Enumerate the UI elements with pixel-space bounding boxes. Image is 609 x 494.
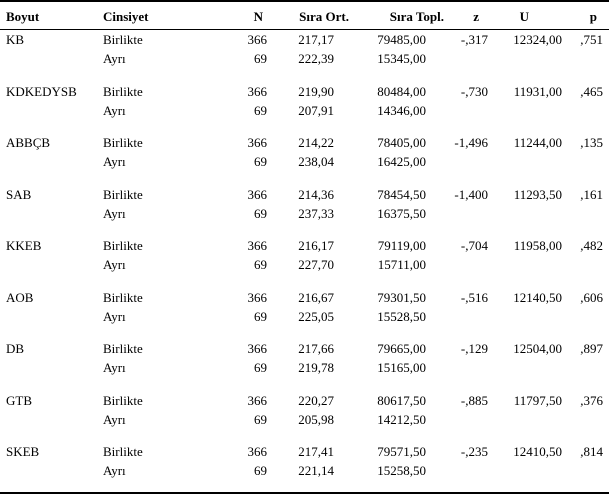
cell-boyut: KKEB xyxy=(6,238,42,253)
header-boyut: Boyut xyxy=(6,9,40,24)
cell-boyut: SAB xyxy=(6,187,32,202)
cell-n-1: 366 xyxy=(247,341,267,356)
cell-n-2: 69 xyxy=(254,360,267,375)
cell-sira-topl-2: 15165,00 xyxy=(377,360,426,375)
table-row xyxy=(0,288,609,326)
cell-sira-topl-2: 15528,50 xyxy=(377,309,426,324)
cell-n-2: 69 xyxy=(254,51,267,66)
cell-boyut: SKEB xyxy=(6,444,40,459)
cell-z: -,516 xyxy=(460,290,488,305)
cell-sira-topl-2: 16425,00 xyxy=(377,154,426,169)
cell-sira-ort-1: 217,41 xyxy=(298,444,334,459)
cell-group-1: Birlikte xyxy=(103,290,143,305)
header-u: U xyxy=(519,9,529,24)
cell-z: -,704 xyxy=(460,238,488,253)
header-z: z xyxy=(473,9,479,24)
table-row xyxy=(0,236,609,274)
cell-group-2: Ayrı xyxy=(103,257,126,272)
cell-n-2: 69 xyxy=(254,463,267,478)
header-sira-topl: Sıra Topl. xyxy=(389,9,444,24)
cell-z: -,317 xyxy=(460,32,488,47)
cell-n-1: 366 xyxy=(247,393,267,408)
cell-boyut: KB xyxy=(6,32,25,47)
cell-n-1: 366 xyxy=(247,187,267,202)
cell-sira-topl-2: 15258,50 xyxy=(377,463,426,478)
cell-n-1: 366 xyxy=(247,32,267,47)
cell-p: ,751 xyxy=(580,32,603,47)
cell-sira-topl-1: 79119,00 xyxy=(377,238,426,253)
table-row xyxy=(0,442,609,480)
cell-z: -1,400 xyxy=(454,187,488,202)
table-row xyxy=(0,30,609,68)
cell-z: -1,496 xyxy=(454,135,488,150)
cell-p: ,897 xyxy=(580,341,603,356)
cell-sira-ort-2: 219,78 xyxy=(298,360,334,375)
cell-sira-ort-1: 217,17 xyxy=(298,32,334,47)
cell-sira-topl-2: 16375,50 xyxy=(377,206,426,221)
cell-sira-ort-1: 217,66 xyxy=(298,341,334,356)
cell-sira-topl-2: 14346,00 xyxy=(377,103,426,118)
cell-group-1: Birlikte xyxy=(103,187,143,202)
cell-sira-ort-1: 220,27 xyxy=(298,393,334,408)
cell-sira-topl-1: 79485,00 xyxy=(377,32,426,47)
cell-n-1: 366 xyxy=(247,84,267,99)
cell-group-2: Ayrı xyxy=(103,309,126,324)
cell-sira-ort-1: 216,17 xyxy=(298,238,334,253)
cell-n-2: 69 xyxy=(254,206,267,221)
cell-group-1: Birlikte xyxy=(103,32,143,47)
cell-boyut: GTB xyxy=(6,393,32,408)
cell-sira-topl-1: 79301,50 xyxy=(377,290,426,305)
cell-p: ,465 xyxy=(580,84,603,99)
cell-p: ,161 xyxy=(580,187,603,202)
cell-sira-ort-2: 205,98 xyxy=(298,412,334,427)
cell-group-2: Ayrı xyxy=(103,360,126,375)
cell-boyut: ABBÇB xyxy=(6,135,51,150)
cell-u: 11293,50 xyxy=(513,187,562,202)
cell-sira-topl-1: 79665,00 xyxy=(377,341,426,356)
cell-sira-ort-2: 222,39 xyxy=(298,51,334,66)
cell-u: 12504,00 xyxy=(513,341,562,356)
cell-sira-ort-2: 221,14 xyxy=(298,463,334,478)
cell-n-2: 69 xyxy=(254,309,267,324)
cell-n-2: 69 xyxy=(254,154,267,169)
cell-n-2: 69 xyxy=(254,257,267,272)
cell-n-1: 366 xyxy=(247,444,267,459)
header-p: p xyxy=(589,9,597,24)
cell-sira-ort-2: 238,04 xyxy=(298,154,334,169)
cell-group-2: Ayrı xyxy=(103,412,126,427)
cell-group-2: Ayrı xyxy=(103,463,126,478)
cell-z: -,129 xyxy=(460,341,488,356)
cell-p: ,814 xyxy=(580,444,603,459)
cell-u: 12324,00 xyxy=(513,32,562,47)
cell-p: ,376 xyxy=(580,393,603,408)
cell-sira-ort-2: 237,33 xyxy=(298,206,334,221)
cell-group-2: Ayrı xyxy=(103,103,126,118)
cell-z: -,885 xyxy=(460,393,488,408)
cell-z: -,235 xyxy=(460,444,488,459)
cell-group-1: Birlikte xyxy=(103,341,143,356)
cell-group-2: Ayrı xyxy=(103,206,126,221)
cell-sira-ort-1: 214,36 xyxy=(298,187,334,202)
cell-boyut: AOB xyxy=(6,290,34,305)
cell-group-1: Birlikte xyxy=(103,84,143,99)
cell-sira-topl-1: 78405,00 xyxy=(377,135,426,150)
cell-sira-ort-2: 207,91 xyxy=(298,103,334,118)
cell-sira-topl-1: 79571,50 xyxy=(377,444,426,459)
cell-n-1: 366 xyxy=(247,238,267,253)
cell-sira-topl-2: 15711,00 xyxy=(377,257,426,272)
cell-n-2: 69 xyxy=(254,103,267,118)
cell-group-2: Ayrı xyxy=(103,51,126,66)
cell-boyut: DB xyxy=(6,341,25,356)
cell-sira-topl-1: 80484,00 xyxy=(377,84,426,99)
cell-sira-ort-1: 219,90 xyxy=(298,84,334,99)
cell-sira-topl-2: 14212,50 xyxy=(377,412,426,427)
cell-sira-ort-1: 216,67 xyxy=(298,290,334,305)
cell-sira-topl-1: 80617,50 xyxy=(377,393,426,408)
cell-n-1: 366 xyxy=(247,135,267,150)
cell-z: -,730 xyxy=(460,84,488,99)
cell-group-2: Ayrı xyxy=(103,154,126,169)
cell-u: 12410,50 xyxy=(513,444,562,459)
table-row xyxy=(0,82,609,120)
table-header xyxy=(0,0,609,30)
cell-u: 11244,00 xyxy=(513,135,562,150)
header-sira-ort: Sıra Ort. xyxy=(299,9,349,24)
cell-group-1: Birlikte xyxy=(103,135,143,150)
table-row xyxy=(0,185,609,223)
cell-sira-ort-2: 225,05 xyxy=(298,309,334,324)
cell-n-1: 366 xyxy=(247,290,267,305)
cell-p: ,135 xyxy=(580,135,603,150)
cell-u: 12140,50 xyxy=(513,290,562,305)
cell-sira-topl-2: 15345,00 xyxy=(377,51,426,66)
table-row xyxy=(0,339,609,377)
cell-sira-ort-1: 214,22 xyxy=(298,135,334,150)
cell-p: ,606 xyxy=(580,290,603,305)
cell-group-1: Birlikte xyxy=(103,238,143,253)
cell-sira-ort-2: 227,70 xyxy=(298,257,334,272)
cell-n-2: 69 xyxy=(254,412,267,427)
cell-sira-topl-1: 78454,50 xyxy=(377,187,426,202)
header-n: N xyxy=(253,9,263,24)
cell-u: 11958,00 xyxy=(513,238,562,253)
table-row xyxy=(0,133,609,171)
cell-u: 11931,00 xyxy=(513,84,562,99)
cell-p: ,482 xyxy=(580,238,603,253)
header-cinsiyet: Cinsiyet xyxy=(103,9,149,24)
table-row xyxy=(0,391,609,429)
cell-u: 11797,50 xyxy=(513,393,562,408)
cell-group-1: Birlikte xyxy=(103,393,143,408)
cell-group-1: Birlikte xyxy=(103,444,143,459)
cell-boyut: KDKEDYSB xyxy=(6,84,77,99)
